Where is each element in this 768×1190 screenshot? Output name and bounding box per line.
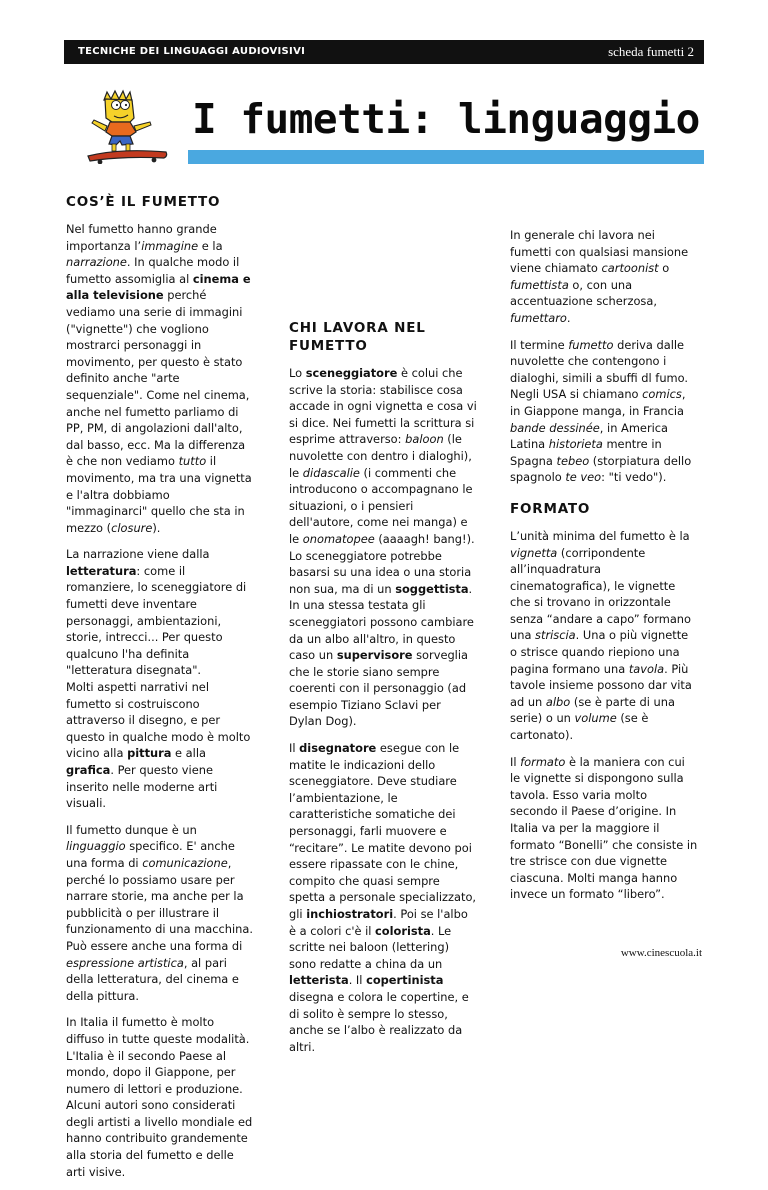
section-heading-chi: CHI LAVORA NEL FUMETTO <box>289 320 426 354</box>
emphasis: fumettista <box>510 277 569 292</box>
text: ). <box>152 520 161 535</box>
paragraph <box>66 221 254 536</box>
text: mentre in Spagna <box>510 437 662 468</box>
text: Il <box>510 754 521 769</box>
text: : come il romanziere, lo sceneggiatore di fumetti deve inventare personaggi, ambientazioni, storie, intrecci... Per questo qualcuno l'ha definita "letteratura disegnata". <box>66 563 247 678</box>
text: (corripondente all’inquadratura cinematografica), le vignette che si trovano in orizzontale senza “andare a capo” formano una <box>510 545 691 643</box>
text: , perché lo possiamo usare per narrare storie, ma anche per la pubblicità o per illustrare il funzionamento di una macchina. Può essere anche una forma di <box>66 855 253 953</box>
keyword: inchiostratori <box>306 907 394 921</box>
text: . In qualche modo il fumetto assomiglia al <box>66 255 240 286</box>
text: In generale chi lavora nei fumetti con qualsiasi mansione viene chiamato <box>510 228 689 276</box>
text: . Più tavole insieme possono dar vita ad un <box>510 661 692 709</box>
text: . In una stessa testata gli sceneggiatori possono cambiare da un albo all'altro, in questo caso un <box>289 581 474 663</box>
text: specifico. E' anche una forma di <box>66 839 235 870</box>
series-label: TECNICHE DEI LINGUAGGI AUDIOVISIVI <box>78 46 306 57</box>
text: (storpiatura dello spagnolo <box>510 453 692 485</box>
text: esegue con le matite le indicazioni dello sceneggiatore. Deve studiare l’ambientazione, le caratteristiche somatiche dei personaggi, farli muovere e “recitare”. Le matite devono poi essere ripassate con le chine, compito che quasi sempre spetta a personale specializzato, gli <box>289 741 477 921</box>
text: . Il <box>348 973 367 988</box>
header-bar <box>64 40 704 64</box>
paragraph <box>289 740 477 1055</box>
section-heading-cose: COS’È IL FUMETTO <box>66 194 221 210</box>
text: (se è parte di una serie) o un <box>510 694 675 726</box>
emphasis: didascalie <box>302 465 360 480</box>
sheet-label: scheda fumetti 2 <box>608 44 694 59</box>
keyword: pittura <box>127 746 172 761</box>
text: Nel fumetto hanno grande importanza l’ <box>66 222 217 253</box>
text: e alla <box>171 746 206 761</box>
keyword: cinema e alla televisione <box>66 271 251 303</box>
text: Il fumetto dunque è un <box>66 822 197 837</box>
text: è la maniera con cui le vignette si dispongono sulla tavola. Esso varia molto secondo il Paese d’origine. In Italia va per la maggiore il formato “Bonelli” che consiste in tre strisce con due vignette ciascuna. Molti manga hanno invece un formato “libero”. <box>510 754 698 902</box>
emphasis: comunicazione <box>142 855 228 870</box>
keyword: disegnatore <box>299 741 377 756</box>
text: o <box>658 261 670 276</box>
emphasis: tebeo <box>556 453 590 468</box>
text: Il <box>289 741 300 756</box>
text: disegna e colora le copertine, e di solito è sempre lo stesso, anche se l’albo è realizzato da altri. <box>289 989 469 1054</box>
emphasis: vignetta <box>510 545 558 560</box>
emphasis: bande dessinée <box>510 420 600 435</box>
column-3 <box>510 227 698 913</box>
text: : "ti vedo"). <box>601 470 667 485</box>
emphasis: volume <box>574 711 617 726</box>
emphasis: tutto <box>178 454 207 469</box>
text: (i commenti che introducono o accompagnano le situazioni, o i pensieri dell'autore, come nei manga) e le <box>289 465 473 546</box>
column-1 <box>66 193 254 1190</box>
emphasis: espressione artistica <box>66 955 184 970</box>
emphasis: baloon <box>405 432 444 447</box>
text: . Per questo viene inserito nelle moderne arti visuali. <box>66 763 218 811</box>
text: . Una o più vignette o strisce quando riepiono una pagina formano una <box>510 628 689 676</box>
text: Lo <box>289 366 306 380</box>
text: . Poi se l'albo è a colori c'è il <box>289 907 468 938</box>
text: (se è cartonato). <box>510 711 649 743</box>
text: . Le scritte nei baloon (lettering) sono redatte a china da un <box>289 923 452 971</box>
emphasis: comics <box>642 387 682 402</box>
paragraph <box>66 822 254 1005</box>
text: deriva dalle nuvolette che contengono i dialoghi, simili a sbuffi dl fumo. Negli USA si chiamano <box>510 337 689 402</box>
text: o, con una accentuazione scherzosa, <box>510 277 657 309</box>
text: Molti aspetti narrativi nel fumetto si costruiscono attraverso il disegno, e per questo in qualche modo è molto vicino alla <box>66 680 251 761</box>
text: è colui che scrive la storia: stabilisce cosa accade in ogni vignetta e cosa vi si dice. Nei fumetti la scrittura si esprime attraverso: <box>289 366 477 447</box>
emphasis: fumettaro <box>510 310 567 325</box>
keyword: letteratura <box>66 563 137 578</box>
column-2 <box>289 189 477 1065</box>
emphasis: historieta <box>548 437 603 452</box>
paragraph <box>510 227 698 327</box>
footer-link[interactable]: www.cinescuola.it <box>620 947 702 959</box>
text: sorveglia che le storie siano sempre coerenti con il personaggio (ad esempio Tiziano Sclavi per Dylan Dog). <box>289 648 468 729</box>
text: In Italia il fumetto è molto diffuso in tutte queste modalità. L'Italia è il secondo Paese al mondo, dopo il Giappone, per numero di lettori e produzione. Alcuni autori sono considerati degli artisti a livello mondiale ed hanno contribuito grandemente alla storia del fumetto e delle arti visive. <box>66 1015 253 1179</box>
emphasis: linguaggio <box>66 839 126 854</box>
emphasis: albo <box>545 694 571 709</box>
text: (aaaagh! bang!). Lo sceneggiatore potrebbe basarsi su una idea o una storia non sua, ma di un <box>289 531 475 596</box>
text: il movimento, ma tra una vignetta e l'altra dobbiamo "immaginarci" quello che sta in mezzo ( <box>66 454 252 535</box>
emphasis: fumetto <box>568 337 614 352</box>
paragraph <box>510 528 698 744</box>
paragraph <box>510 754 698 903</box>
emphasis: cartoonist <box>601 261 659 276</box>
emphasis: immagine <box>141 238 199 253</box>
keyword: grafica <box>66 763 111 777</box>
text: e la <box>198 238 223 253</box>
text: , in Giappone manga, in Francia <box>510 387 686 418</box>
emphasis: te veo <box>565 470 602 485</box>
emphasis: striscia <box>535 628 576 643</box>
keyword: letterista <box>289 973 349 988</box>
paragraph <box>66 1014 254 1180</box>
text: perché vediamo una serie di immagini ("vignette") che vogliono mostrarci personaggi in movimento, per questo è stato definito anche "arte sequenziale". Come nel cinema, anche nel fumetto parliamo di PP, PM, di angolazioni dall'alto, dal basso, ecc. Ma la differenza è che non vediamo <box>66 288 250 469</box>
paragraph <box>510 337 698 486</box>
keyword: soggettista <box>395 581 469 596</box>
emphasis: tavola <box>628 661 665 676</box>
text: , al pari della letteratura, del cinema e della pittura. <box>66 955 239 1003</box>
text: La narrazione viene dalla <box>66 547 210 562</box>
emphasis: onomatopee <box>302 531 375 546</box>
page-title: I fumetti: linguaggio <box>192 95 700 143</box>
title-underline <box>188 150 704 164</box>
text: , in America Latina <box>510 420 669 452</box>
text: L’unità minima del fumetto è la <box>510 528 690 543</box>
text: Il termine <box>510 337 569 352</box>
keyword: supervisore <box>336 648 413 663</box>
section-heading-formato: FORMATO <box>510 500 591 517</box>
emphasis: closure <box>111 520 153 535</box>
paragraph <box>289 365 477 730</box>
text: (le nuvolette con dentro i dialoghi), le <box>289 432 472 480</box>
paragraph <box>66 546 254 812</box>
emphasis: formato <box>520 754 566 769</box>
cartoon-character-skateboard-icon <box>70 74 182 164</box>
keyword: copertinista <box>366 973 444 988</box>
text: . <box>566 310 571 325</box>
keyword: colorista <box>375 923 431 938</box>
emphasis: narrazione <box>66 255 127 270</box>
keyword: sceneggiatore <box>305 366 398 380</box>
